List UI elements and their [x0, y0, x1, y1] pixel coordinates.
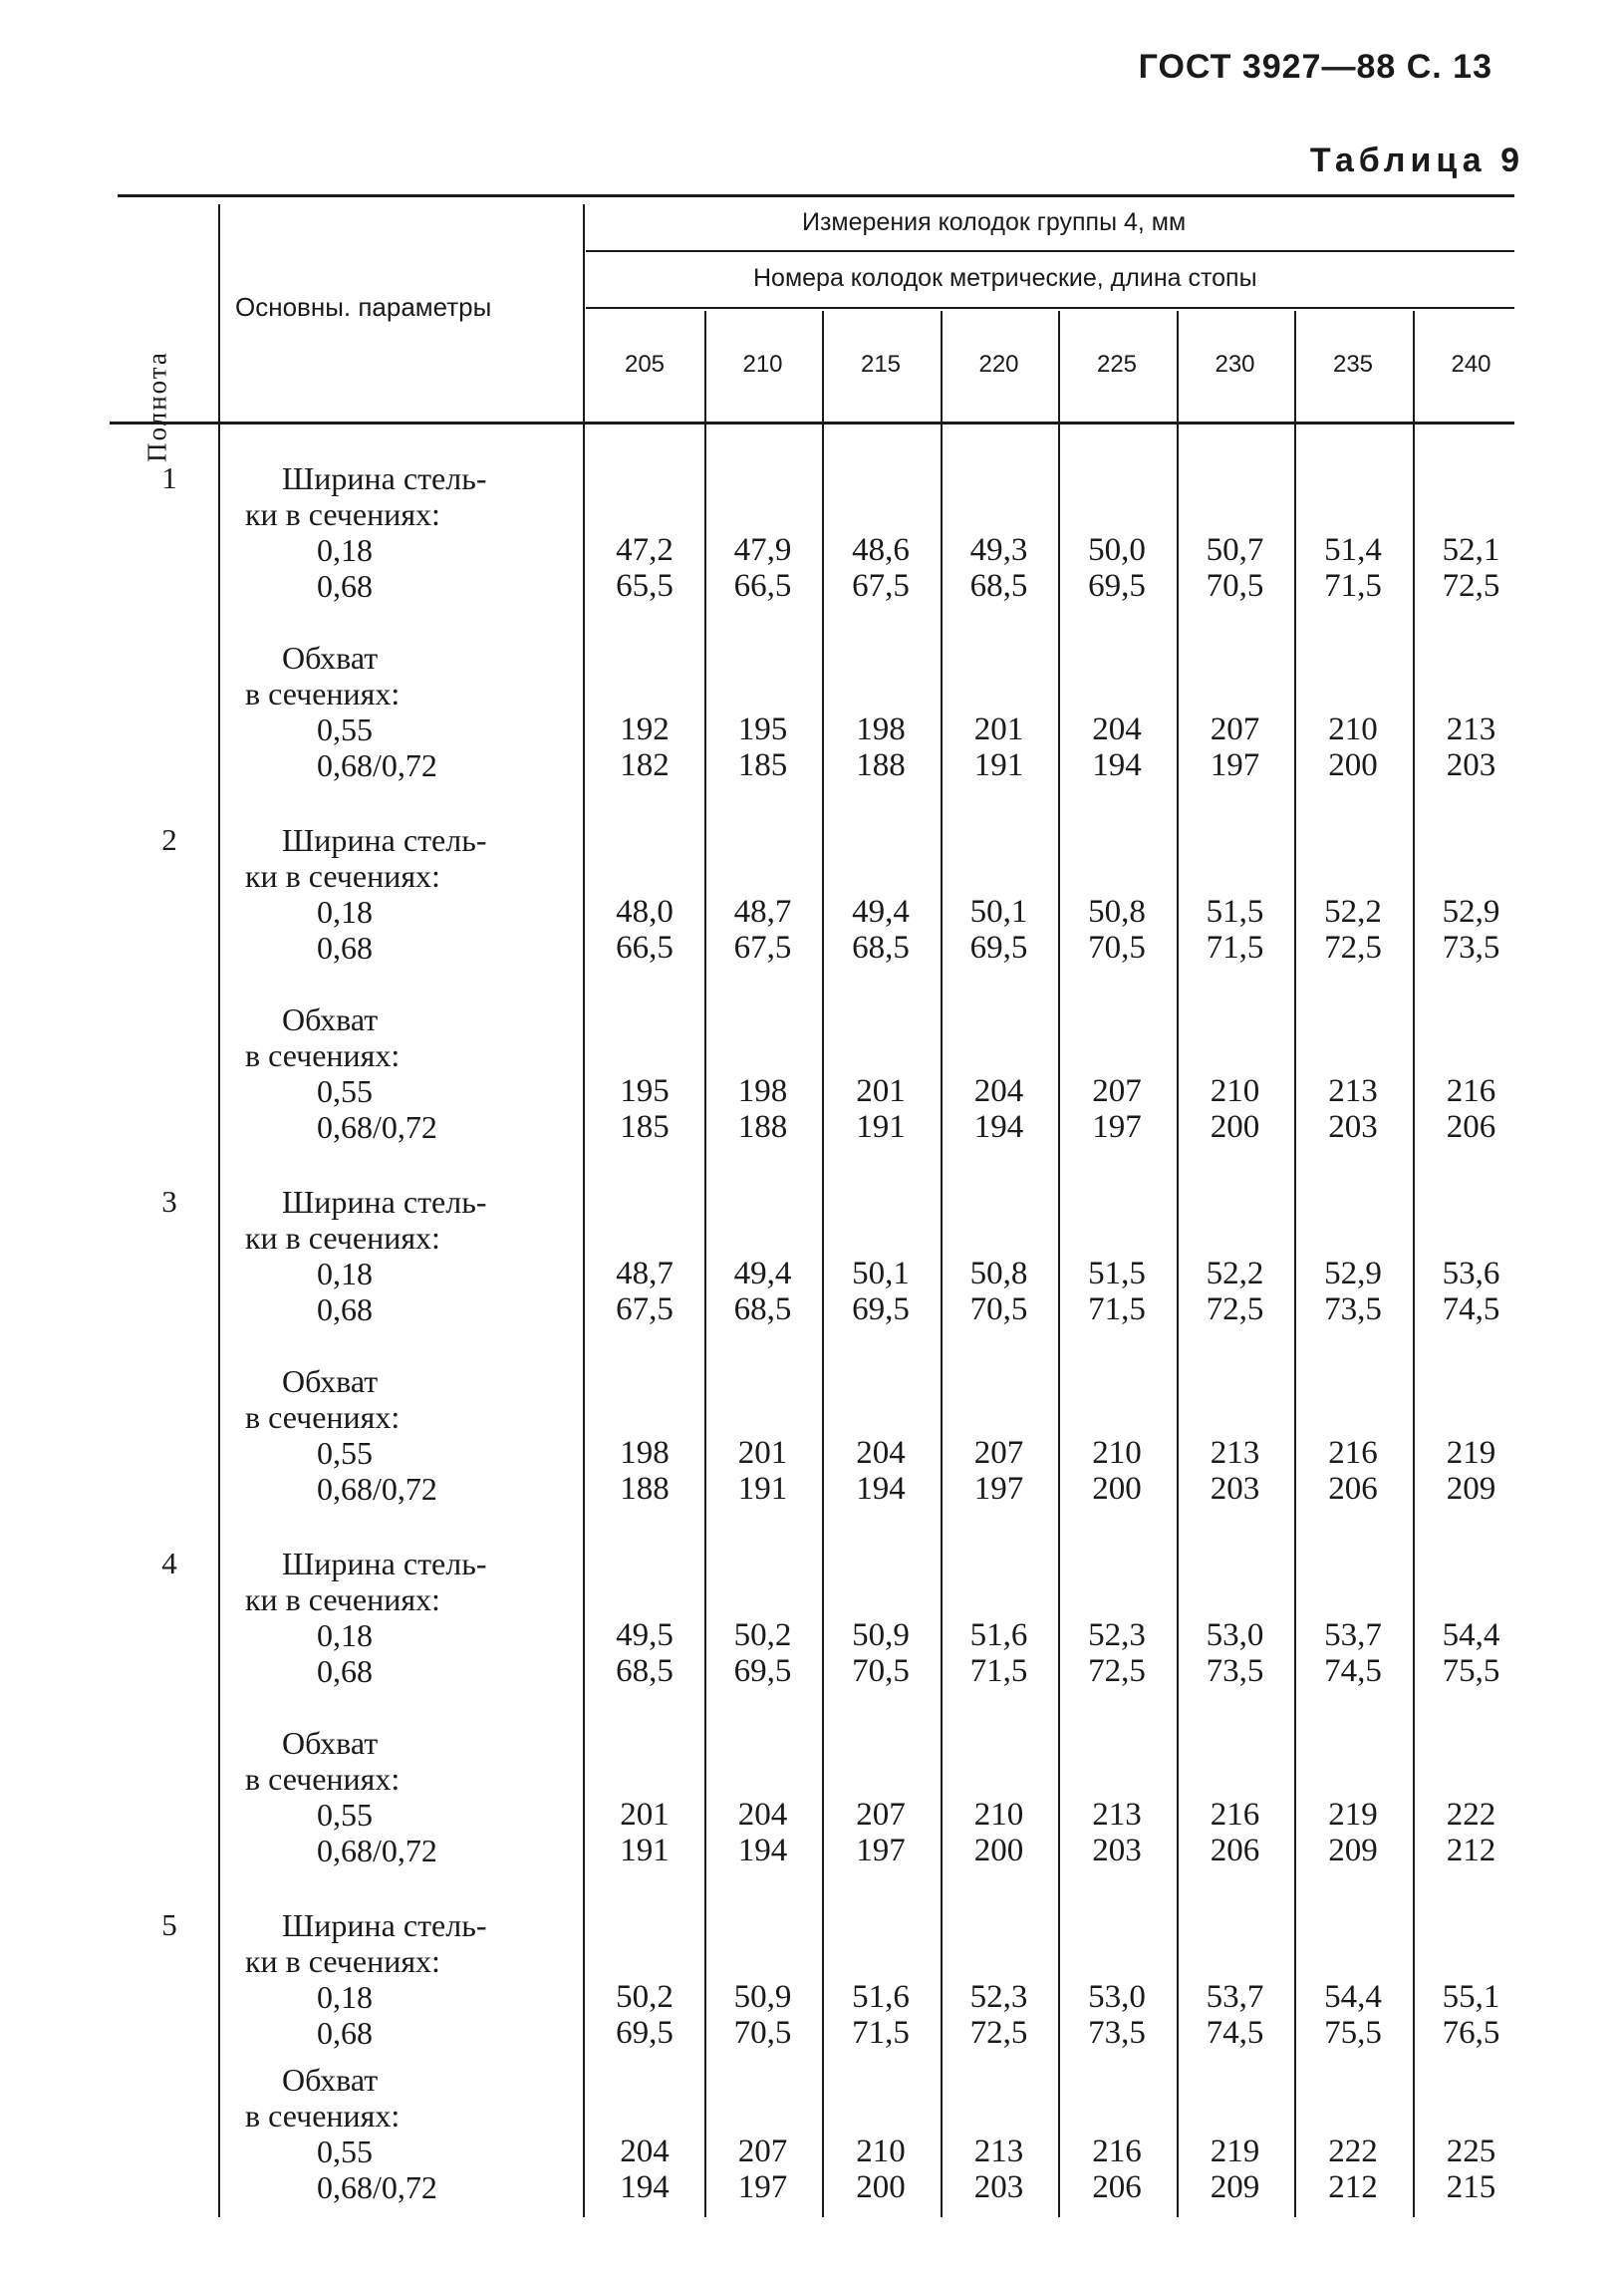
girth-055-cell: 207: [973, 1435, 1024, 1471]
girth-055-cell: 201: [856, 1073, 906, 1109]
girth-055-cell: 201: [620, 1797, 670, 1833]
width-068-cell: 74,5: [1442, 1291, 1500, 1327]
width-068-cell: 71,5: [852, 2015, 910, 2051]
column-header-230: 230: [1215, 351, 1255, 378]
width-018-cell: 49,4: [852, 894, 910, 930]
width-068-cell: 69,5: [852, 1291, 910, 1327]
width-label-line1: Ширина стель-: [282, 822, 487, 858]
width-label-line2: ки в сечениях:: [245, 1581, 440, 1617]
girth-055-cell: 213: [1446, 712, 1496, 747]
girth-label-line2: в сечениях:: [245, 2098, 401, 2134]
width-018-cell: 52,3: [969, 1979, 1028, 2015]
width-018-cell: 53,7: [1206, 1979, 1264, 2015]
width-068-cell: 71,5: [969, 1653, 1028, 1689]
width-068-cell: 73,5: [1324, 1291, 1382, 1327]
girth-055-cell: 222: [1328, 2134, 1378, 2169]
width-068-cell: 70,5: [733, 2015, 792, 2051]
section-055-label: 0,55: [317, 1797, 373, 1833]
girth-055-cell: 204: [620, 2134, 670, 2169]
section-055-label: 0,55: [317, 712, 373, 747]
girth-068-072-cell: 209: [1446, 1471, 1496, 1507]
width-018-cell: 50,7: [1206, 532, 1264, 568]
width-068-cell: 67,5: [616, 1291, 674, 1327]
girth-055-cell: 204: [737, 1797, 788, 1833]
girth-068-072-cell: 209: [1328, 1833, 1378, 1868]
width-label-line1: Ширина стель-: [282, 1546, 487, 1581]
girth-068-072-cell: 194: [1092, 747, 1142, 783]
section-018-label: 0,18: [317, 532, 373, 568]
girth-068-072-cell: 182: [620, 747, 670, 783]
girth-055-cell: 222: [1446, 1797, 1496, 1833]
sub-header: Номера колодок метрические, длина стопы: [753, 264, 1257, 292]
girth-055-cell: 207: [1210, 712, 1260, 747]
params-header: Основны. параметры: [235, 292, 492, 322]
width-018-cell: 50,0: [1088, 532, 1146, 568]
column-header-225: 225: [1096, 351, 1138, 378]
section-068-072-label: 0,68/0,72: [317, 1833, 437, 1868]
width-018-cell: 53,6: [1442, 1256, 1500, 1291]
width-018-cell: 50,2: [616, 1979, 674, 2015]
width-018-cell: 49,5: [616, 1617, 674, 1653]
width-018-cell: 52,9: [1442, 894, 1500, 930]
width-label-line2: ки в сечениях:: [245, 1943, 440, 1979]
width-018-cell: 48,6: [852, 532, 910, 568]
width-018-cell: 51,5: [1088, 1256, 1146, 1291]
width-068-cell: 71,5: [1088, 1291, 1146, 1327]
fullness-column-rule: [218, 204, 220, 2217]
column-header-240: 240: [1451, 351, 1491, 378]
girth-068-072-cell: 191: [620, 1833, 670, 1868]
width-068-cell: 68,5: [616, 1653, 674, 1689]
girth-068-072-cell: 194: [620, 2169, 670, 2205]
width-068-cell: 72,5: [1088, 1653, 1146, 1689]
width-label-line2: ки в сечениях:: [245, 858, 440, 894]
section-018-label: 0,18: [317, 1256, 373, 1291]
girth-label-line1: Обхват: [282, 640, 379, 676]
girth-068-072-cell: 206: [1328, 1471, 1378, 1507]
fullness-value: 3: [161, 1184, 177, 1219]
width-label-line2: ки в сечениях:: [245, 496, 440, 532]
girth-068-072-cell: 212: [1328, 2169, 1378, 2205]
group-header-rule: [586, 250, 1514, 252]
width-068-cell: 74,5: [1206, 2015, 1264, 2051]
girth-055-cell: 213: [973, 2134, 1024, 2169]
width-018-cell: 50,1: [852, 1256, 910, 1291]
width-068-cell: 70,5: [1206, 568, 1264, 604]
width-018-cell: 54,4: [1324, 1979, 1382, 2015]
girth-055-cell: 216: [1328, 1435, 1378, 1471]
girth-055-cell: 210: [1210, 1073, 1260, 1109]
girth-068-072-cell: 203: [1328, 1109, 1378, 1145]
girth-068-072-cell: 188: [737, 1109, 788, 1145]
girth-068-072-cell: 194: [856, 1471, 906, 1507]
fullness-value: 2: [161, 822, 177, 857]
width-068-cell: 73,5: [1088, 2015, 1146, 2051]
girth-068-072-cell: 203: [1446, 747, 1496, 783]
section-018-label: 0,18: [317, 1979, 373, 2015]
girth-068-072-cell: 212: [1446, 1833, 1496, 1868]
width-068-cell: 68,5: [852, 930, 910, 966]
width-068-cell: 68,5: [969, 568, 1028, 604]
girth-055-cell: 213: [1328, 1073, 1378, 1109]
width-068-cell: 72,5: [1206, 1291, 1264, 1327]
section-018-label: 0,18: [317, 1617, 373, 1653]
girth-055-cell: 210: [1092, 1435, 1142, 1471]
girth-068-072-cell: 194: [737, 1833, 788, 1868]
section-068-072-label: 0,68/0,72: [317, 1471, 437, 1507]
girth-068-072-cell: 203: [1092, 1833, 1142, 1868]
params-column-rule: [583, 204, 585, 2217]
girth-068-072-cell: 203: [973, 2169, 1024, 2205]
girth-055-cell: 210: [856, 2134, 906, 2169]
girth-055-cell: 216: [1092, 2134, 1142, 2169]
girth-068-072-cell: 197: [973, 1471, 1024, 1507]
girth-055-cell: 198: [737, 1073, 788, 1109]
column-header-220: 220: [978, 351, 1019, 378]
girth-068-072-cell: 200: [856, 2169, 906, 2205]
width-068-cell: 68,5: [733, 1291, 792, 1327]
width-018-cell: 53,0: [1088, 1979, 1146, 2015]
width-018-cell: 51,6: [969, 1617, 1028, 1653]
section-055-label: 0,55: [317, 1435, 373, 1471]
width-018-cell: 50,8: [969, 1256, 1028, 1291]
girth-055-cell: 195: [737, 712, 788, 747]
width-068-cell: 70,5: [969, 1291, 1028, 1327]
girth-055-cell: 207: [737, 2134, 788, 2169]
girth-055-cell: 204: [856, 1435, 906, 1471]
width-018-cell: 50,8: [1088, 894, 1146, 930]
girth-068-072-cell: 188: [856, 747, 906, 783]
width-068-cell: 72,5: [969, 2015, 1028, 2051]
width-068-cell: 75,5: [1442, 1653, 1500, 1689]
girth-055-cell: 204: [1092, 712, 1142, 747]
width-068-cell: 74,5: [1324, 1653, 1382, 1689]
girth-055-cell: 210: [1328, 712, 1378, 747]
girth-068-072-cell: 191: [973, 747, 1024, 783]
girth-055-cell: 198: [856, 712, 906, 747]
width-068-cell: 67,5: [733, 930, 792, 966]
width-018-cell: 50,9: [733, 1979, 792, 2015]
girth-055-cell: 225: [1446, 2134, 1496, 2169]
section-018-label: 0,18: [317, 894, 373, 930]
section-055-label: 0,55: [317, 1073, 373, 1109]
section-068-072-label: 0,68/0,72: [317, 2169, 437, 2205]
girth-068-072-cell: 197: [737, 2169, 788, 2205]
sub-header-rule: [586, 307, 1514, 309]
width-018-cell: 48,7: [616, 1256, 674, 1291]
girth-055-cell: 207: [856, 1797, 906, 1833]
width-018-cell: 47,2: [616, 532, 674, 568]
girth-068-072-cell: 200: [1328, 747, 1378, 783]
girth-055-cell: 195: [620, 1073, 670, 1109]
width-018-cell: 52,1: [1442, 532, 1500, 568]
girth-055-cell: 198: [620, 1435, 670, 1471]
width-018-cell: 52,9: [1324, 1256, 1382, 1291]
width-068-cell: 69,5: [616, 2015, 674, 2051]
girth-055-cell: 216: [1446, 1073, 1496, 1109]
column-header-215: 215: [860, 351, 902, 378]
width-068-cell: 70,5: [852, 1653, 910, 1689]
girth-068-072-cell: 206: [1210, 1833, 1260, 1868]
width-018-cell: 54,4: [1442, 1617, 1500, 1653]
girth-068-072-cell: 185: [620, 1109, 670, 1145]
girth-055-cell: 201: [737, 1435, 788, 1471]
width-label-line1: Ширина стель-: [282, 1907, 487, 1943]
width-068-cell: 66,5: [616, 930, 674, 966]
girth-055-cell: 210: [973, 1797, 1024, 1833]
width-018-cell: 55,1: [1442, 1979, 1500, 2015]
width-018-cell: 50,9: [852, 1617, 910, 1653]
fullness-value: 4: [161, 1546, 177, 1580]
width-068-cell: 67,5: [852, 568, 910, 604]
width-label-line1: Ширина стель-: [282, 1184, 487, 1220]
width-068-cell: 69,5: [969, 930, 1028, 966]
fullness-header: Полнота: [141, 351, 172, 462]
girth-068-072-cell: 203: [1210, 1471, 1260, 1507]
width-068-cell: 66,5: [733, 568, 792, 604]
girth-068-072-cell: 200: [1092, 1471, 1142, 1507]
section-055-label: 0,55: [317, 2134, 373, 2169]
girth-055-cell: 219: [1446, 1435, 1496, 1471]
girth-055-cell: 213: [1092, 1797, 1142, 1833]
girth-label-line2: в сечениях:: [245, 1761, 401, 1797]
girth-055-cell: 219: [1328, 1797, 1378, 1833]
section-068-072-label: 0,68/0,72: [317, 1109, 437, 1145]
girth-label-line1: Обхват: [282, 2062, 379, 2098]
column-header-205: 205: [624, 351, 666, 378]
girth-label-line1: Обхват: [282, 1725, 379, 1761]
width-018-cell: 48,0: [616, 894, 674, 930]
width-018-cell: 51,4: [1324, 532, 1382, 568]
width-068-cell: 71,5: [1324, 568, 1382, 604]
girth-068-072-cell: 191: [856, 1109, 906, 1145]
girth-068-072-cell: 206: [1446, 1109, 1496, 1145]
girth-label-line2: в сечениях:: [245, 676, 401, 712]
girth-068-072-cell: 194: [973, 1109, 1024, 1145]
width-068-cell: 69,5: [733, 1653, 792, 1689]
width-018-cell: 53,7: [1324, 1617, 1382, 1653]
fullness-value: 5: [161, 1907, 177, 1942]
girth-055-cell: 216: [1210, 1797, 1260, 1833]
section-068-label: 0,68: [317, 568, 373, 604]
girth-label-line1: Обхват: [282, 1363, 379, 1399]
width-068-cell: 73,5: [1442, 930, 1500, 966]
width-018-cell: 48,7: [733, 894, 792, 930]
width-018-cell: 49,4: [733, 1256, 792, 1291]
girth-label-line2: в сечениях:: [245, 1399, 401, 1435]
girth-068-072-cell: 200: [1210, 1109, 1260, 1145]
girth-055-cell: 192: [620, 712, 670, 747]
girth-068-072-cell: 191: [737, 1471, 788, 1507]
width-068-cell: 71,5: [1206, 930, 1264, 966]
column-header-235: 235: [1332, 351, 1374, 378]
girth-068-072-cell: 197: [856, 1833, 906, 1868]
width-018-cell: 49,3: [969, 532, 1028, 568]
girth-068-072-cell: 209: [1210, 2169, 1260, 2205]
width-018-cell: 51,6: [852, 1979, 910, 2015]
girth-068-072-cell: 185: [737, 747, 788, 783]
girth-068-072-cell: 206: [1092, 2169, 1142, 2205]
width-068-cell: 65,5: [616, 568, 674, 604]
document-header: ГОСТ 3927—88 С. 13: [1138, 48, 1492, 86]
table-title: Таблица 9: [1309, 142, 1524, 179]
fullness-value: 1: [161, 460, 177, 495]
girth-068-072-cell: 197: [1210, 747, 1260, 783]
width-018-cell: 52,3: [1088, 1617, 1146, 1653]
table-top-rule: [118, 194, 1514, 197]
column-header-210: 210: [742, 351, 783, 378]
section-068-label: 0,68: [317, 930, 373, 966]
girth-label-line2: в сечениях:: [245, 1037, 401, 1073]
width-018-cell: 51,5: [1206, 894, 1264, 930]
girth-055-cell: 207: [1092, 1073, 1142, 1109]
width-068-cell: 69,5: [1088, 568, 1146, 604]
girth-055-cell: 201: [973, 712, 1024, 747]
section-068-label: 0,68: [317, 2015, 373, 2051]
section-068-072-label: 0,68/0,72: [317, 747, 437, 783]
width-018-cell: 50,1: [969, 894, 1028, 930]
width-018-cell: 53,0: [1206, 1617, 1264, 1653]
width-018-cell: 52,2: [1206, 1256, 1264, 1291]
width-018-cell: 50,2: [733, 1617, 792, 1653]
width-068-cell: 75,5: [1324, 2015, 1382, 2051]
width-068-cell: 76,5: [1442, 2015, 1500, 2051]
girth-055-cell: 213: [1210, 1435, 1260, 1471]
section-068-label: 0,68: [317, 1653, 373, 1689]
header-bottom-rule: [110, 422, 1514, 425]
girth-068-072-cell: 197: [1092, 1109, 1142, 1145]
width-068-cell: 72,5: [1442, 568, 1500, 604]
width-label-line1: Ширина стель-: [282, 460, 487, 496]
girth-068-072-cell: 200: [973, 1833, 1024, 1868]
girth-068-072-cell: 188: [620, 1471, 670, 1507]
width-018-cell: 47,9: [733, 532, 792, 568]
width-018-cell: 52,2: [1324, 894, 1382, 930]
girth-label-line1: Обхват: [282, 1001, 379, 1037]
girth-055-cell: 219: [1210, 2134, 1260, 2169]
width-068-cell: 72,5: [1324, 930, 1382, 966]
width-068-cell: 73,5: [1206, 1653, 1264, 1689]
group-header: Измерения колодок группы 4, мм: [802, 208, 1187, 236]
girth-055-cell: 204: [973, 1073, 1024, 1109]
girth-068-072-cell: 215: [1446, 2169, 1496, 2205]
width-label-line2: ки в сечениях:: [245, 1220, 440, 1256]
section-068-label: 0,68: [317, 1291, 373, 1327]
width-068-cell: 70,5: [1088, 930, 1146, 966]
